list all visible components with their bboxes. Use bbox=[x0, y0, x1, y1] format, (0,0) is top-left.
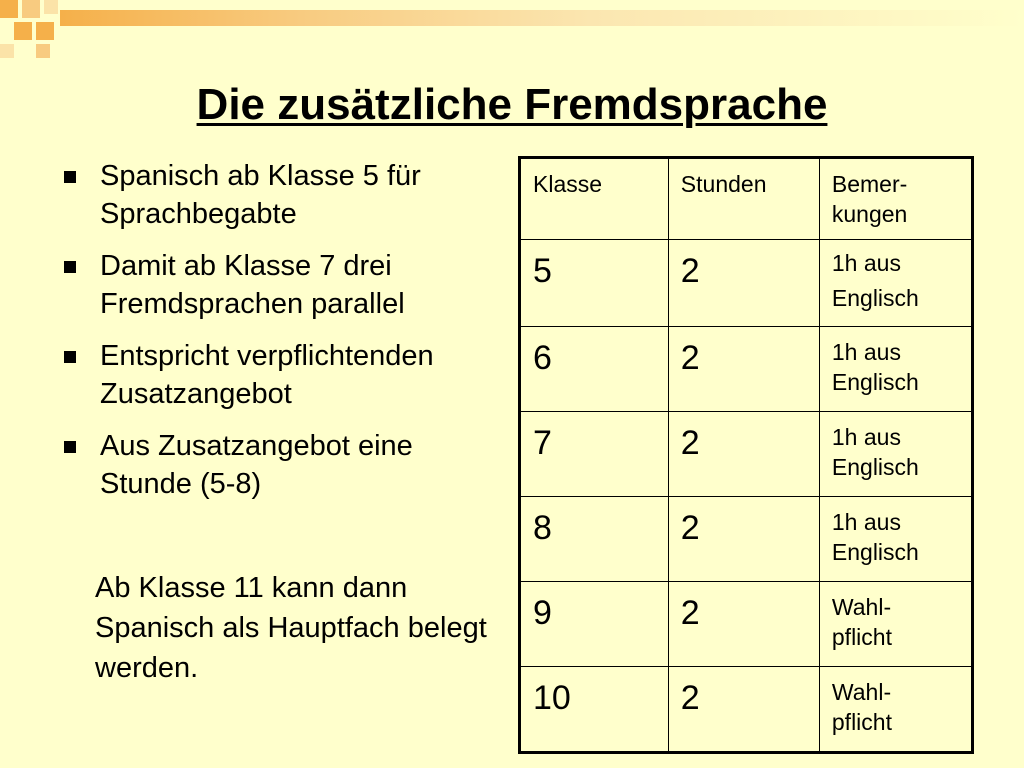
table-cell bbox=[819, 240, 972, 327]
cell-value: 8 bbox=[533, 509, 552, 547]
bullet-item bbox=[62, 337, 502, 413]
header-cell bbox=[520, 158, 669, 240]
cell-value: 9 bbox=[533, 594, 552, 632]
table-cell bbox=[520, 327, 669, 412]
table-cell bbox=[668, 497, 819, 582]
cell-value: 2 bbox=[680, 679, 700, 717]
bullet-text: Spanisch ab Klasse 5 für Sprachbegabte bbox=[100, 160, 421, 230]
bullet-text: Aus Zusatzangebot eine Stunde (5-8) bbox=[100, 430, 413, 500]
table-row bbox=[520, 327, 973, 412]
cell-value: 2 bbox=[680, 424, 700, 462]
table-cell bbox=[819, 497, 972, 582]
header-cell bbox=[668, 158, 819, 240]
cell-value: Wahl- pflicht bbox=[831, 594, 892, 650]
table-row bbox=[520, 240, 973, 327]
table-row bbox=[520, 667, 973, 753]
cell-value: 7 bbox=[533, 424, 552, 462]
table-cell bbox=[668, 327, 819, 412]
table-cell bbox=[819, 582, 972, 667]
cell-value: 6 bbox=[533, 339, 552, 377]
table-row bbox=[520, 497, 973, 582]
header-label: Bemer- kungen bbox=[831, 171, 908, 227]
cell-value: 1h aus Englisch bbox=[831, 250, 919, 311]
slide-title: Die zusätzliche Fremdsprache bbox=[196, 80, 828, 129]
table-cell bbox=[520, 497, 669, 582]
bullet-item bbox=[62, 247, 502, 323]
cell-value: 1h aus Englisch bbox=[831, 509, 919, 565]
cell-value: 2 bbox=[680, 509, 700, 547]
table-cell bbox=[668, 667, 819, 753]
cell-value: 5 bbox=[533, 252, 552, 290]
schedule-table bbox=[518, 156, 974, 754]
table-header-row bbox=[520, 158, 973, 240]
bullet-list bbox=[62, 157, 502, 517]
table-row bbox=[520, 412, 973, 497]
decorative-header-graphic bbox=[0, 0, 1024, 70]
table-cell bbox=[520, 412, 669, 497]
table-cell bbox=[668, 412, 819, 497]
cell-value: Wahl- pflicht bbox=[831, 679, 892, 735]
table-cell bbox=[668, 582, 819, 667]
square-bullet-icon bbox=[64, 171, 76, 183]
table-row bbox=[520, 582, 973, 667]
table-cell bbox=[819, 327, 972, 412]
cell-value: 1h aus Englisch bbox=[831, 424, 919, 480]
note-text: Ab Klasse 11 kann dann Spanisch als Hauptfach belegt werden. bbox=[95, 572, 487, 684]
square-bullet-icon bbox=[64, 261, 76, 273]
square-bullet-icon bbox=[64, 351, 76, 363]
table-cell bbox=[520, 582, 669, 667]
table-cell bbox=[520, 240, 669, 327]
table-cell bbox=[520, 667, 669, 753]
header-label: Stunden bbox=[680, 171, 767, 197]
bullet-item bbox=[62, 427, 502, 503]
bullet-text: Damit ab Klasse 7 drei Fremdsprachen parallel bbox=[100, 250, 405, 320]
cell-value: 10 bbox=[533, 679, 571, 717]
table-cell bbox=[819, 667, 972, 753]
cell-value: 2 bbox=[680, 339, 700, 377]
cell-value: 1h aus Englisch bbox=[831, 339, 919, 395]
header-cell bbox=[819, 158, 972, 240]
bullet-item bbox=[62, 157, 502, 233]
square-bullet-icon bbox=[64, 441, 76, 453]
header-label: Klasse bbox=[533, 171, 603, 197]
bullet-text: Entspricht verpflichtenden Zusatzangebot bbox=[100, 340, 434, 410]
table-cell bbox=[819, 412, 972, 497]
cell-value: 2 bbox=[680, 594, 700, 632]
table-cell bbox=[668, 240, 819, 327]
cell-value: 2 bbox=[680, 252, 700, 290]
